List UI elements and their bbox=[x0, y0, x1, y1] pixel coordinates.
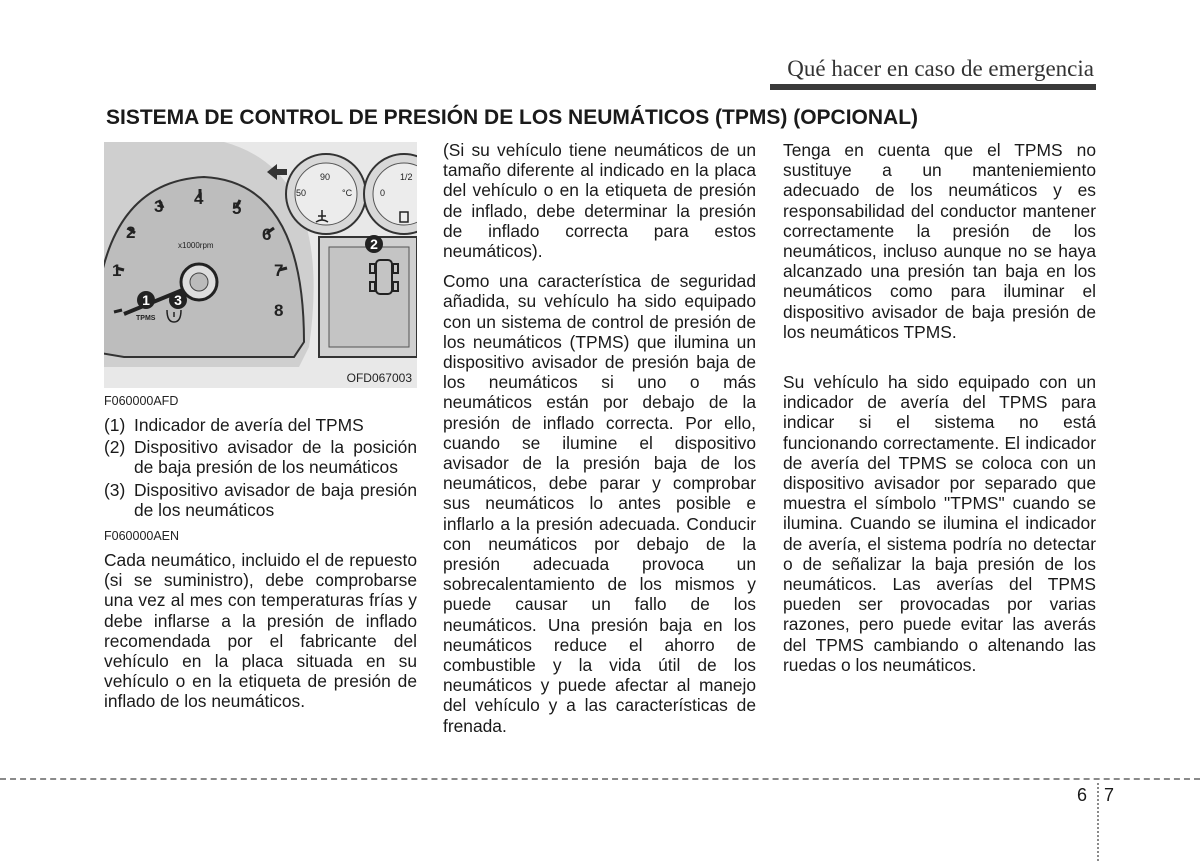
page-number: 7 bbox=[1104, 785, 1115, 805]
tach-number-5: 5 bbox=[232, 199, 242, 218]
doc-code-1: F060000AFD bbox=[104, 394, 179, 408]
column-1 bbox=[104, 393, 417, 722]
tach-number-1: 1 bbox=[112, 261, 122, 280]
tach-number-8: 8 bbox=[274, 301, 284, 320]
legend-list bbox=[104, 415, 417, 520]
column-2 bbox=[443, 140, 756, 746]
fuel-mid-label: 1/2 bbox=[400, 172, 413, 182]
legend-number: (2) bbox=[104, 437, 126, 458]
legend-item bbox=[104, 415, 417, 435]
paragraph: Su vehículo ha sido equipado con un indicador de avería del TPMS para indicar si el sistema no está funcionando correctamente. El indicador de avería del TPMS se coloca con un dispositivo avisador por separado que muestra el símbolo "TPMS" cuando se ilumina. Cuando se ilumina el indicador de avería, el sistema podría no detectar o de señalizar la baja presión de los neumáticos. Las averías del TPMS pueden ser provocadas por varias razones, pero puede evitar las averás del TPMS cambiando o altenando las ruedas o los neumáticos. bbox=[783, 372, 1096, 675]
legend-text: Dispositivo avisador de la posición de baja presión de los neumáticos bbox=[134, 437, 417, 478]
chapter-number: 6 bbox=[1077, 785, 1088, 805]
tach-number-2: 2 bbox=[126, 223, 136, 242]
section-title: SISTEMA DE CONTROL DE PRESIÓN DE LOS NEUMÁTICOS (TPMS) (OPCIONAL) bbox=[106, 106, 919, 129]
temp-mid-label: 90 bbox=[320, 172, 331, 182]
running-header: Qué hacer en caso de emergencia bbox=[787, 56, 1094, 81]
page-number-divider bbox=[1097, 778, 1099, 861]
paragraph: Cada neumático, incluido el de repuesto (si se suministro), debe comprobarse una vez al mes con temperaturas frías y debe inflarse a la presión de inflado recomendada por el fabricante del vehículo en la placa situada en su vehículo o en la etiqueta de presión de inflado de los neumáticos. bbox=[104, 550, 417, 712]
tach-unit: x1000rpm bbox=[178, 241, 214, 250]
legend-number: (1) bbox=[104, 415, 126, 435]
tach-number-3: 3 bbox=[154, 197, 164, 216]
paragraph: Tenga en cuenta que el TPMS no sustituye a un manteniemiento adecuado de los neumáticos y es responsabilidad del conductor mantener correctamente la presión de los neumáticos, incluso aunque no se haya alcanzado una presión tan baja en los neumáticos como para iluminar el dispositivo avisador de baja presión de los neumáticos TPMS. bbox=[783, 140, 1096, 342]
tach-number-7: 7 bbox=[274, 261, 284, 280]
temp-unit-label: °C bbox=[342, 188, 353, 198]
tpms-text-indicator: TPMS bbox=[136, 315, 156, 322]
footer-divider bbox=[0, 778, 1200, 780]
fuel-min-label: 0 bbox=[380, 188, 386, 198]
figure-code: OFD067003 bbox=[346, 371, 412, 385]
tach-number-4: 4 bbox=[194, 189, 204, 208]
tach-number-6: 6 bbox=[262, 225, 272, 244]
paragraph: Como una característica de seguridad añadida, su vehículo ha sido equipado con un sistema de control de presión de los neumáticos (TPMS) que ilumina un dispositivo avisador de presión baja de los neumáticos si uno o más neumáticos están por debajo de la presión de inflado correcta. Por ello, cuando se ilumine el dispositivo avisador de la presión baja de los neumáticos, debe parar y comprobar sus neumáticos lo antes posible e inflarlo a la presión adecuada. Conducir con neumáticos por debajo de la presión adecuada provoca un sobrecalentamiento de los mismos y puede causar un fallo de los neumáticos. Una presión baja en los neumáticos reduce el ahorro de combustible y la vida útil de los neumáticos y puede afectar al manejo del vehículo y a las características de frenada. bbox=[443, 271, 756, 736]
callout-1: 1 bbox=[142, 292, 150, 308]
doc-code-2: F060000AEN bbox=[104, 529, 180, 544]
column-3 bbox=[783, 140, 1096, 685]
legend-item bbox=[104, 480, 417, 520]
legend-text: Dispositivo avisador de baja presión de los neumáticos bbox=[134, 479, 417, 520]
header-rule bbox=[770, 84, 1096, 90]
legend-item bbox=[104, 437, 417, 477]
callout-3: 3 bbox=[174, 292, 182, 308]
legend-number: (3) bbox=[104, 479, 126, 500]
callout-2: 2 bbox=[370, 236, 378, 252]
temp-min-label: 50 bbox=[296, 188, 307, 198]
paragraph: (Si su vehículo tiene neumáticos de un tamaño diferente al indicado en la placa del vehículo o en la etiqueta de presión de inflado, debe determinar la presión de inflado correcta para estos neumáticos). bbox=[443, 140, 756, 262]
instrument-cluster-figure bbox=[104, 142, 417, 388]
legend-text: Indicador de avería del TPMS bbox=[134, 415, 364, 435]
